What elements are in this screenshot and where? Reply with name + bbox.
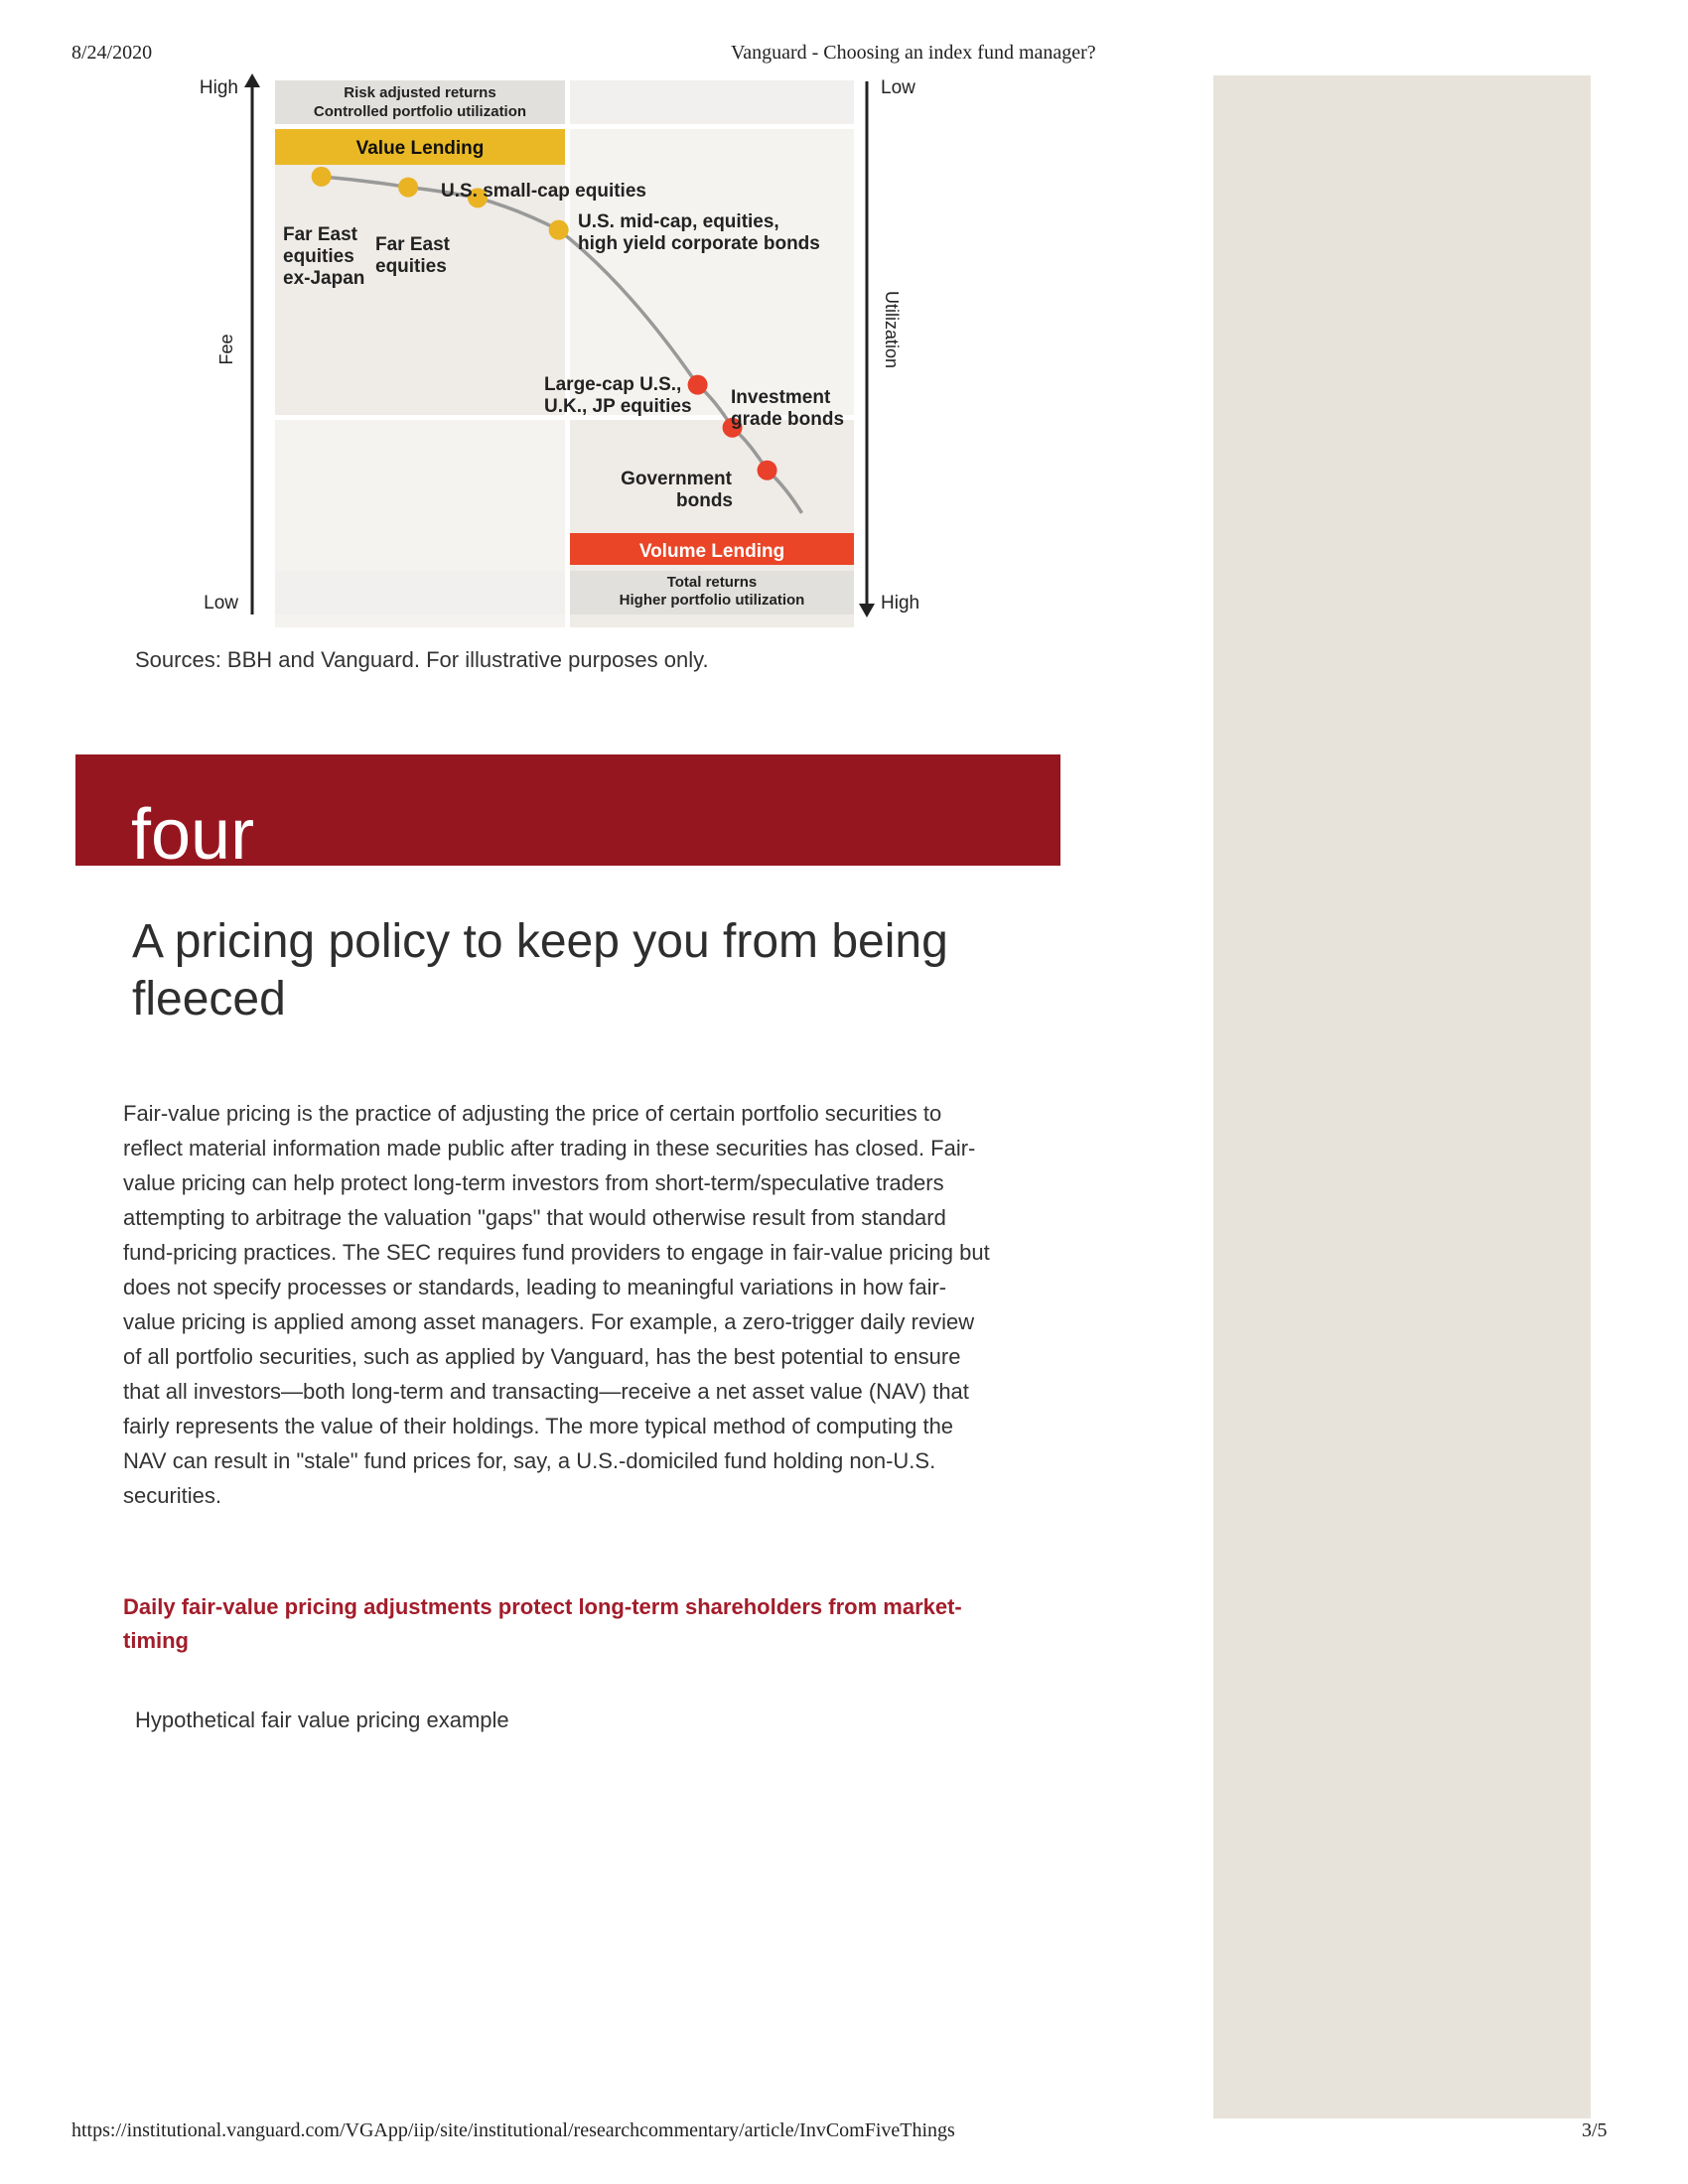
util-high-label: High xyxy=(881,593,920,614)
label-small-cap: U.S. small-cap equities xyxy=(441,181,646,202)
left-axis-arrow xyxy=(244,73,260,87)
label-fe-ex-japan-1: Far East xyxy=(283,224,357,245)
print-page-number: 3/5 xyxy=(1582,2119,1608,2141)
label-govt-2: bonds xyxy=(676,490,733,511)
util-low-label: Low xyxy=(881,77,915,98)
bottom-box-line2: Higher portfolio utilization xyxy=(619,592,805,609)
label-govt-1: Government xyxy=(621,469,732,489)
label-fe-ex-japan-3: ex-Japan xyxy=(283,268,365,289)
bottom-left-band xyxy=(275,571,565,614)
section-title: A pricing policy to keep you from being fleeced xyxy=(132,915,948,1025)
section-number: four xyxy=(131,795,255,866)
section-body: Fair-value pricing is the practice of adjusting the price of certain portfolio securities to reflect material information made public after trading in these securities has closed. Fair-value pricing can help protect long-term investors from short-term/speculative traders attempting to arbitrage the valuation "gaps" that would otherwise result from standard fund-pricing practices. The SEC requires fund providers to engage in fair-value pricing but does not specify processes or standards, leading to meaningful variations in how fair-value pricing is applied among asset managers. For example, a zero-trigger daily review of all portfolio securities, such as applied by Vanguard, has the best potential to ensure that all investors—both long-term and transacting—receive a net asset value (NAV) that fairly represents the value of their holdings. The more typical method of computing the NAV can result in "stale" fund prices for, say, a U.S.-domiciled fund holding non-U.S. securities. xyxy=(123,1101,990,1508)
data-point-5 xyxy=(688,375,708,395)
volume-lending-label: Volume Lending xyxy=(638,541,785,562)
highlight-callout: Daily fair-value pricing adjustments protect long-term shareholders from market-timing xyxy=(123,1594,962,1653)
chart-sources: Sources: BBH and Vanguard. For illustrative purposes only. xyxy=(135,647,709,672)
label-mid-cap-1: U.S. mid-cap, equities, xyxy=(578,211,779,232)
right-axis-arrow xyxy=(859,604,875,617)
chart-svg xyxy=(189,71,943,627)
label-fe-ex-japan-2: equities xyxy=(283,246,354,267)
utilization-axis-title: Utilization xyxy=(882,290,902,369)
fee-low-label: Low xyxy=(204,593,238,614)
label-fe-2: equities xyxy=(375,256,447,277)
print-url: https://institutional.vanguard.com/VGApp/iip/site/institutional/researchcommentary/article/InvComFiveThings xyxy=(71,2119,955,2141)
fee-axis-title: Fee xyxy=(216,334,236,365)
example-label: Hypothetical fair value pricing example xyxy=(135,1707,509,1732)
top-box-line2: Controlled portfolio utilization xyxy=(313,103,527,120)
label-inv-grade-2: grade bonds xyxy=(731,409,845,430)
data-point-2 xyxy=(398,178,418,198)
label-large-cap-2: U.K., JP equities xyxy=(544,396,692,417)
data-point-4 xyxy=(549,220,569,240)
section-banner xyxy=(75,754,1060,866)
top-box-line1: Risk adjusted returns xyxy=(344,84,496,101)
print-date: 8/24/2020 xyxy=(71,42,153,64)
lending-chart xyxy=(189,71,943,627)
bottom-box-line1: Total returns xyxy=(666,574,758,591)
fee-high-label: High xyxy=(199,77,238,98)
right-sidebar xyxy=(1213,75,1591,2118)
label-fe-1: Far East xyxy=(375,234,450,255)
data-point-1 xyxy=(312,167,332,187)
label-mid-cap-2: high yield corporate bonds xyxy=(578,233,820,254)
quad-top-right xyxy=(570,129,854,415)
print-page-title: Vanguard - Choosing an index fund manager? xyxy=(731,42,1096,64)
value-lending-label: Value Lending xyxy=(355,138,485,159)
data-point-7 xyxy=(758,461,777,480)
label-large-cap-1: Large-cap U.S., xyxy=(544,374,682,395)
label-inv-grade-1: Investment xyxy=(731,387,831,408)
top-right-band xyxy=(570,80,854,124)
